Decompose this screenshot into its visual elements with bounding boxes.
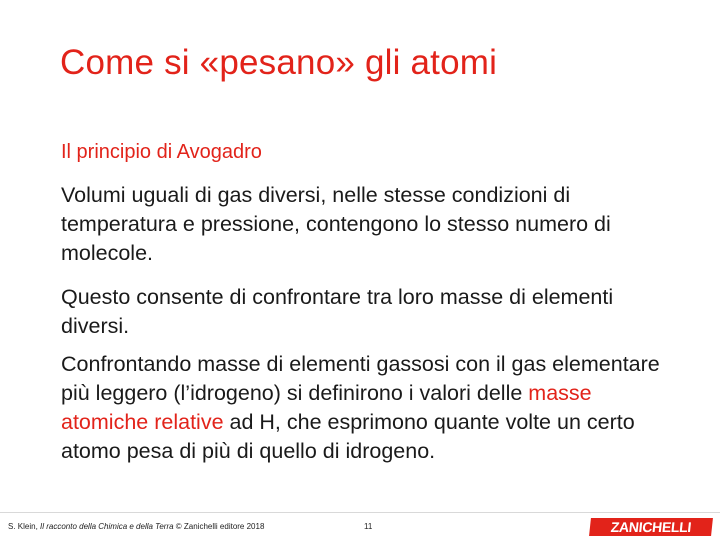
paragraph-atomic-masses-after: ad H, che esprimono quante volte un certo atomo pesa di più di quello di idrogeno. [61,410,635,463]
paragraph-atomic-masses-before: Confrontando masse di elementi gassosi con il gas elementare più leggero (l’idrogeno) si definirono i valori delle [61,352,660,405]
highlight-masse-atomiche-relative: masse atomiche relative [61,381,592,434]
paragraph-comparison: Questo consente di confrontare tra loro masse di elementi diversi. [61,285,614,338]
paragraph-avogadro-principle: Volumi uguali di gas diversi, nelle stesse condizioni di temperatura e pressione, contengono lo stesso numero di molecole. [61,183,611,265]
footer-book-title: Il racconto della Chimica e della Terra [40,522,174,531]
slide-title: Come si «pesano» gli atomi [60,43,498,82]
footer-credit [8,523,264,531]
footer-divider [0,512,720,513]
footer-author: S. Klein, [8,522,41,531]
zanichelli-logo: ZANICHELLI [589,518,713,536]
paragraph-atomic-masses [61,350,661,466]
page-number: 11 [364,522,373,531]
slide-subtitle: Il principio di Avogadro [61,141,262,163]
footer-publisher: © Zanichelli editore 2018 [173,522,265,531]
